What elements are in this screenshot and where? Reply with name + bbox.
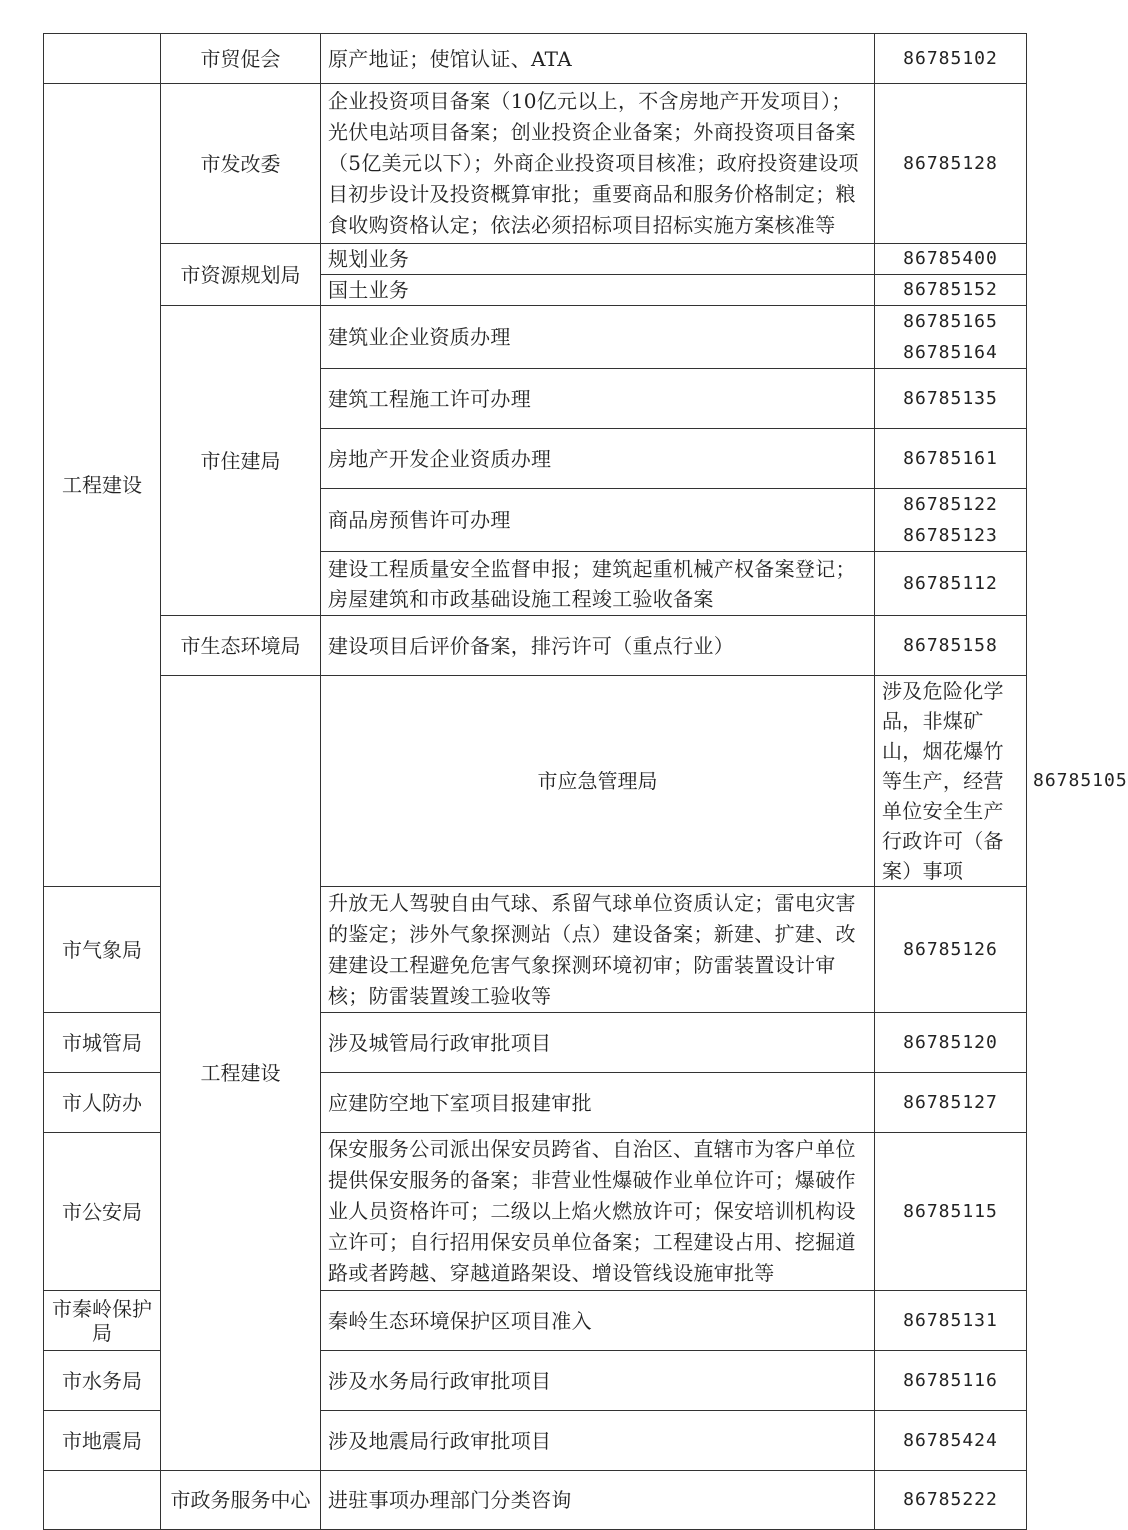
department-cell: 市发改委 [161,84,321,244]
phone-number: 86785122 [903,494,998,515]
phone-number: 86785116 [875,1351,1027,1411]
table-row [44,34,1027,84]
service-description: 升放无人驾驶自由气球、系留气球单位资质认定；雷电灾害的鉴定；涉外气象探测站（点）建设备案；新建、扩建、改建建设工程避免危害气象探测环境初审；防雷装置设计审核；防雷装置竣工验收等 [321,887,875,1013]
department-cell: 市气象局 [44,887,161,1013]
service-description: 秦岭生态环境保护区项目准入 [321,1291,875,1351]
service-description: 涉及地震局行政审批项目 [321,1411,875,1471]
phone-number: 86785152 [875,275,1027,306]
service-description: 规划业务 [321,244,875,275]
department-cell: 市秦岭保护局 [44,1291,161,1351]
phone-number: 86785135 [875,369,1027,429]
phone-number-cell [875,489,1027,552]
table-row: 工程建设 市应急管理局 涉及危险化学品，非煤矿山，烟花爆竹等生产，经营单位安全生产行政许可（备案）事项 86785105 [44,676,1027,887]
service-description: 商品房预售许可办理 [321,489,875,552]
phone-number: 86785127 [875,1073,1027,1133]
phone-number: 86785400 [875,244,1027,275]
service-description: 涉及水务局行政审批项目 [321,1351,875,1411]
department-cell: 市生态环境局 [161,616,321,676]
service-description: 房地产开发企业资质办理 [321,429,875,489]
service-description: 建筑业企业资质办理 [321,306,875,369]
table-row [44,306,1027,369]
category-cell: 工程建设 [44,84,161,887]
table-row [44,84,1027,244]
service-description: 建筑工程施工许可办理 [321,369,875,429]
department-cell: 市地震局 [44,1411,161,1471]
phone-number: 86785165 [903,311,998,332]
service-description: 涉及城管局行政审批项目 [321,1013,875,1073]
phone-number: 86785102 [875,34,1027,84]
service-directory-table [43,33,1128,1530]
phone-number: 86785131 [875,1291,1027,1351]
service-description: 应建防空地下室项目报建审批 [321,1073,875,1133]
department-cell: 市资源规划局 [161,244,321,306]
phone-number: 86785115 [875,1133,1027,1291]
category-cell [44,34,161,84]
table-row [44,1471,1027,1530]
department-cell: 市人防办 [44,1073,161,1133]
phone-number: 86785123 [903,525,998,546]
service-description: 建设项目后评价备案，排污许可（重点行业） [321,616,875,676]
department-cell: 市应急管理局 [321,676,875,887]
department-cell: 市城管局 [44,1013,161,1073]
department-cell: 市贸促会 [161,34,321,84]
category-cell: 工程建设 [161,676,321,1471]
phone-number: 86785128 [875,84,1027,244]
phone-number: 86785161 [875,429,1027,489]
service-description: 涉及危险化学品，非煤矿山，烟花爆竹等生产，经营单位安全生产行政许可（备案）事项 [875,676,1027,887]
service-description: 进驻事项办理部门分类咨询 [321,1471,875,1530]
service-description: 企业投资项目备案（10亿元以上，不含房地产开发项目）；光伏电站项目备案；创业投资企业备案；外商投资项目备案（5亿美元以下）；外商企业投资项目核准；政府投资建设项目初步设计及投资概算审批；重要商品和服务价格制定；粮食收购资格认定；依法必须招标项目招标实施方案核准等 [321,84,875,244]
phone-number: 86785424 [875,1411,1027,1471]
phone-number: 86785164 [903,342,998,363]
category-cell [44,1471,161,1530]
phone-number: 86785120 [875,1013,1027,1073]
department-cell: 市水务局 [44,1351,161,1411]
phone-number-cell [875,306,1027,369]
phone-number: 86785158 [875,616,1027,676]
table-row [44,616,1027,676]
service-description: 原产地证；使馆认证、ATA [321,34,875,84]
service-description: 保安服务公司派出保安员跨省、自治区、直辖市为客户单位提供保安服务的备案；非营业性爆破作业单位许可；爆破作业人员资格许可；二级以上焰火燃放许可；保安培训机构设立许可；自行招用保安员单位备案；工程建设占用、挖掘道路或者跨越、穿越道路架设、增设管线设施审批等 [321,1133,875,1291]
phone-number: 86785112 [875,552,1027,616]
department-cell: 市政务服务中心 [161,1471,321,1530]
table-row [44,244,1027,275]
phone-number: 86785126 [875,887,1027,1013]
service-description: 国土业务 [321,275,875,306]
department-cell: 市住建局 [161,306,321,616]
phone-number: 86785222 [875,1471,1027,1530]
department-cell: 市公安局 [44,1133,161,1291]
service-description: 建设工程质量安全监督申报；建筑起重机械产权备案登记；房屋建筑和市政基础设施工程竣工验收备案 [321,552,875,616]
